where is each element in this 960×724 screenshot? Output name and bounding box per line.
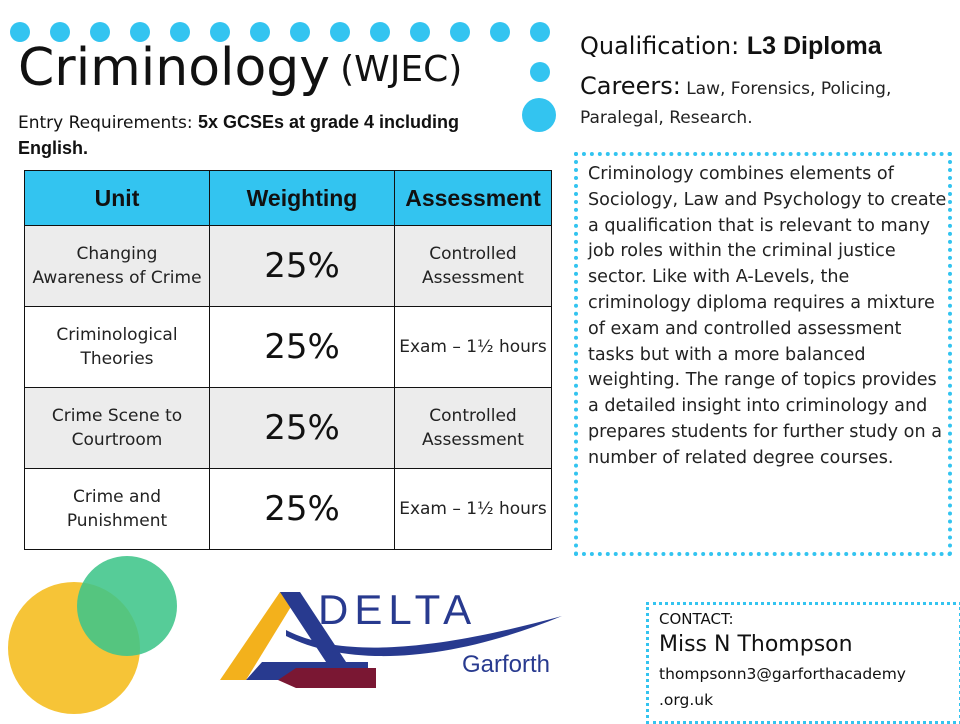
exam-board: (WJEC) xyxy=(340,49,463,90)
qualification-value: L3 Diploma xyxy=(746,32,882,60)
contact-name: Miss N Thompson xyxy=(659,632,853,657)
unit-cell: Criminological Theories xyxy=(25,307,210,388)
title-text: Criminology xyxy=(18,38,331,98)
table-row xyxy=(25,226,552,307)
contact-email-line1: thompsonn3@garforthacademy xyxy=(659,665,906,683)
column-header-unit: Unit xyxy=(25,171,210,226)
assessment-cell: Exam – 1½ hours xyxy=(395,307,552,388)
assessment-cell: Controlled Assessment xyxy=(395,388,552,469)
careers-value: Law, Forensics, Policing, Paralegal, Research. xyxy=(580,79,892,128)
page-title xyxy=(18,38,462,100)
delta-garforth-logo xyxy=(200,570,570,710)
column-header-weighting: Weighting xyxy=(210,171,395,226)
contact-label: CONTACT: xyxy=(659,610,734,628)
qualification xyxy=(580,32,882,61)
weighting-cell: 25% xyxy=(210,388,395,469)
careers-label: Careers: xyxy=(580,72,681,100)
unit-cell: Crime and Punishment xyxy=(25,469,210,550)
assessment-cell: Exam – 1½ hours xyxy=(395,469,552,550)
column-header-assessment: Assessment xyxy=(395,171,552,226)
contact-email-line2: .org.uk xyxy=(659,691,714,709)
contact-box xyxy=(646,602,960,724)
assessment-cell: Controlled Assessment xyxy=(395,226,552,307)
unit-cell: Changing Awareness of Crime xyxy=(25,226,210,307)
table-row xyxy=(25,388,552,469)
qualification-label: Qualification: xyxy=(580,32,740,60)
table-row xyxy=(25,469,552,550)
weighting-cell: 25% xyxy=(210,307,395,388)
weighting-cell: 25% xyxy=(210,226,395,307)
table-header-row xyxy=(25,171,552,226)
entry-value: 5x GCSEs at grade 4 including English. xyxy=(18,112,460,158)
course-description: Criminology combines elements of Sociology, Law and Psychology to create a qualification that is relevant to many job roles within the criminal justice sector. Like with A-Levels, the criminology diploma requires a mixture of exam and controlled assessment tasks but with a more balanced weighting. The range of topics provides a detailed insight into criminology and prepares students for further study on a number of related degree courses. xyxy=(574,152,952,556)
decorative-circles xyxy=(0,550,200,720)
units-table xyxy=(24,170,552,550)
weighting-cell: 25% xyxy=(210,469,395,550)
careers xyxy=(580,72,950,133)
unit-cell: Crime Scene to Courtroom xyxy=(25,388,210,469)
entry-requirements xyxy=(18,110,468,162)
entry-label: Entry Requirements: xyxy=(18,113,193,133)
logo-name: DELTA xyxy=(318,586,478,633)
table-row xyxy=(25,307,552,388)
logo-place: Garforth xyxy=(462,651,551,678)
